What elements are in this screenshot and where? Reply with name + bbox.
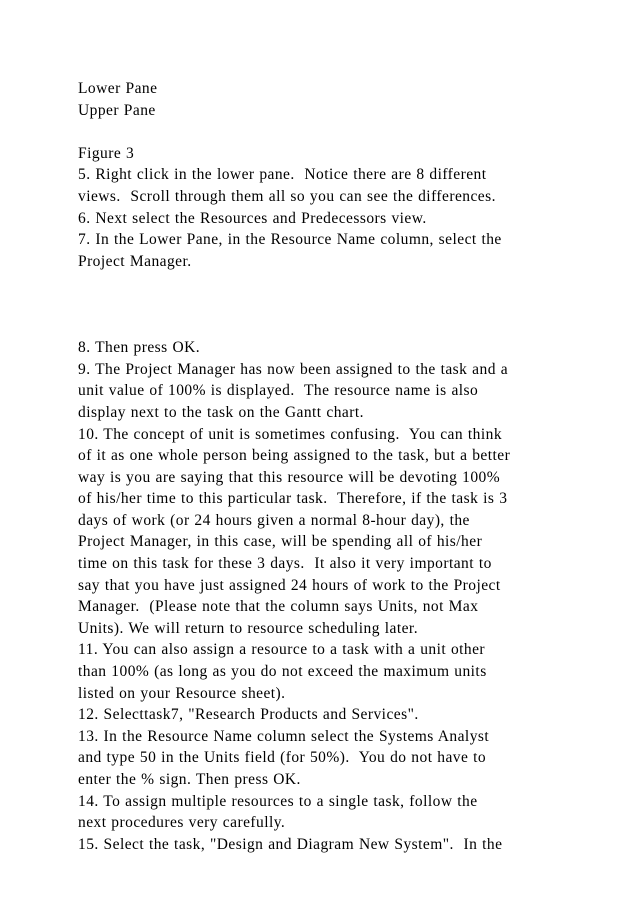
step-10-line: time on this task for these 3 days. It also it very important to	[78, 555, 492, 573]
step-12	[78, 704, 618, 726]
step-7-line: 7. In the Lower Pane, in the Resource Name column, select the	[78, 231, 502, 249]
step-11-line: than 100% (as long as you do not exceed the maximum units	[78, 663, 487, 681]
step-9-line: unit value of 100% is displayed. The resource name is also	[78, 382, 479, 400]
step-10-line: way is you are saying that this resource will be devoting 100%	[78, 468, 501, 486]
step-13-line: enter the % sign. Then press OK.	[78, 771, 301, 789]
step-10-line: Manager. (Please note that the column says Units, not Max	[78, 598, 479, 616]
step-14-line: next procedures very carefully.	[78, 814, 286, 832]
step-5-line: 5. Right click in the lower pane. Notice there are 8 different	[78, 166, 487, 184]
step-6-line: 6. Next select the Resources and Predecessors view.	[78, 209, 427, 227]
step-13	[78, 726, 618, 791]
step-11-line: 11. You can also assign a resource to a task with a unit other	[78, 641, 486, 659]
step-14-line: 14. To assign multiple resources to a single task, follow the	[78, 792, 478, 810]
step-10-line: Units). We will return to resource scheduling later.	[78, 619, 419, 637]
figure-caption: Figure 3	[78, 144, 135, 162]
step-10-line: days of work (or 24 hours given a normal 8-hour day), the	[78, 511, 470, 529]
blank-line	[78, 121, 618, 143]
step-10	[78, 424, 618, 640]
upper-pane-label: Upper Pane	[78, 101, 156, 119]
step-15	[78, 834, 618, 856]
step-11-line: listed on your Resource sheet).	[78, 684, 286, 702]
step-10-line: 10. The concept of unit is sometimes confusing. You can think	[78, 425, 503, 443]
step-13-line: and type 50 in the Units field (for 50%). You do not have to	[78, 749, 487, 767]
step-8-line: 8. Then press OK.	[78, 339, 201, 357]
step-9-line: 9. The Project Manager has now been assigned to the task and a	[78, 360, 509, 378]
step-10-line: of it as one whole person being assigned to the task, but a better	[78, 447, 511, 465]
step-10-line: Project Manager, in this case, will be spending all of his/her	[78, 533, 483, 551]
document-page	[78, 78, 618, 855]
step-14	[78, 791, 618, 834]
step-9-line: display next to the task on the Gantt chart.	[78, 403, 364, 421]
step-10-line: say that you have just assigned 24 hours of work to the Project	[78, 576, 501, 594]
step-6	[78, 208, 618, 230]
figure-placeholder-space	[78, 272, 618, 337]
step-13-line: 13. In the Resource Name column select the Systems Analyst	[78, 727, 490, 745]
step-12-line: 12. Selecttask7, "Research Products and Services".	[78, 706, 419, 724]
step-7	[78, 229, 618, 272]
step-8	[78, 337, 618, 359]
step-11	[78, 639, 618, 704]
step-10-line: of his/her time to this particular task. Therefore, if the task is 3	[78, 490, 508, 508]
step-15-line: 15. Select the task, "Design and Diagram New System". In the	[78, 835, 503, 853]
lower-pane-label: Lower Pane	[78, 80, 158, 97]
step-7-line: Project Manager.	[78, 252, 192, 270]
step-5	[78, 164, 618, 207]
step-5-line: views. Scroll through them all so you can see the differences.	[78, 187, 496, 205]
step-9	[78, 359, 618, 424]
